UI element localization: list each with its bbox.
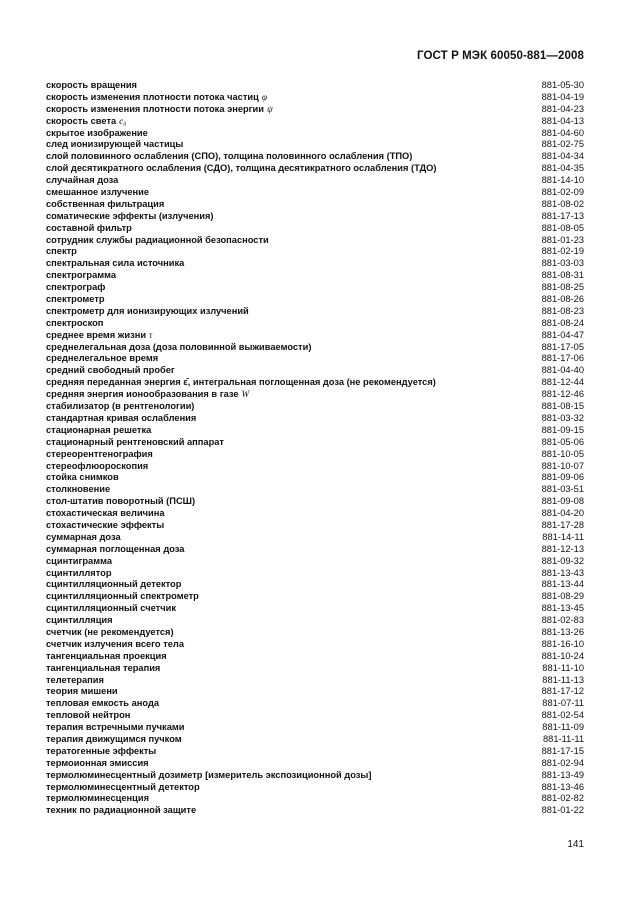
entry-term [46,294,105,306]
entry-code: 881-08-29 [541,591,584,602]
entry-code: 881-17-12 [541,686,584,697]
entry-code: 881-17-06 [541,353,584,364]
entry-code: 881-08-25 [541,282,584,293]
entry-term [46,270,116,282]
entry-code: 881-10-24 [541,650,584,661]
entry-term-text: скорость света [46,115,117,126]
entry-term [46,675,104,687]
entry-code: 881-01-23 [541,234,584,245]
entry-term-text: столкновение [46,484,111,495]
index-entry [46,92,584,104]
entry-term [46,520,164,532]
entry-term-text: скрытое изображение [46,127,148,138]
entry-term [46,175,118,187]
index-entry [46,651,584,663]
entry-code: 881-02-09 [541,187,584,198]
entry-term-text: тератогенные эффекты [46,745,157,756]
entry-code: 881-14-11 [542,531,584,542]
index-entry [46,758,584,770]
entry-code: 881-04-34 [541,151,584,162]
entry-term-text: скорость изменения плотности потока энергии [46,103,264,114]
entry-code: 881-11-13 [542,674,584,685]
index-entry [46,258,584,270]
entry-symbol: c₀ [119,116,127,127]
index-entry [46,449,584,461]
entry-code: 881-04-23 [541,103,584,114]
entry-term-text: стол-штатив поворотный (ПСШ) [46,496,196,507]
entry-code: 881-12-13 [541,543,584,554]
index-entry [46,151,584,163]
entry-term [46,710,130,722]
entry-term [46,401,194,413]
entry-code: 881-08-15 [541,401,584,412]
entry-term-text: спектрограф [46,282,106,293]
entry-term [46,746,156,758]
entry-term-text: составной фильтр [46,222,132,233]
index-entry [46,437,584,449]
entry-code: 881-03-32 [541,412,584,423]
entry-term [46,353,158,365]
entry-term [46,532,121,544]
entry-term [46,246,77,258]
entry-term [46,544,184,556]
entry-term-text: собственная фильтрация [46,198,165,209]
entry-term-text: спектральная сила источника [46,258,185,269]
entry-term-text: суммарная поглощенная доза [46,543,185,554]
entry-term [46,484,110,496]
entry-term-text: случайная доза [46,175,119,186]
entry-term-text: тепловая емкость анода [46,698,160,709]
index-entry [46,282,584,294]
entry-term-text: терапия движущимся пучком [46,733,182,744]
index-entry [46,805,584,817]
entry-term-text: стабилизатор (в рентгенологии) [46,401,195,412]
index-entry [46,770,584,782]
entry-term [46,579,181,591]
index-entry [46,793,584,805]
index-entry [46,389,584,401]
entry-term [46,556,112,568]
index-entry [46,722,584,734]
entry-term-text: тангенциальная проекция [46,650,167,661]
index-entry [46,508,584,520]
entry-term-text: стационарная решетка [46,424,152,435]
entry-term [46,80,137,92]
entry-code: 881-13-46 [541,781,584,792]
index-entry [46,270,584,282]
entry-term [46,461,148,473]
entry-term [46,199,164,211]
entry-symbol: ψ [267,104,273,115]
entry-term [46,187,149,199]
entry-code: 881-08-26 [541,294,584,305]
index-entry [46,342,584,354]
entry-code: 881-13-49 [541,769,584,780]
entry-code: 881-08-24 [541,317,584,328]
entry-term-text: терапия встречными пучками [46,722,185,733]
entry-term-text: сцинтиллятор [46,567,112,578]
entry-code: 881-13-44 [541,579,584,590]
entry-code: 881-11-10 [542,662,584,673]
entry-term-text: спектрометр для ионизирующих излучений [46,305,249,316]
index-entry [46,782,584,794]
entry-code: 881-10-07 [541,460,584,471]
entry-term [46,365,175,377]
index-entry [46,175,584,187]
entry-code: 881-08-02 [541,198,584,209]
entry-code: 881-09-15 [541,424,584,435]
entry-term [46,686,118,698]
entry-term-text: стационарный рентгеновский аппарат [46,436,224,447]
entry-code: 881-04-60 [541,127,584,138]
entry-code: 881-17-28 [541,519,584,530]
entry-term-text: стойка снимков [46,472,119,483]
entry-term-text: спектроскоп [46,317,104,328]
entry-symbol: W [241,390,250,401]
entry-code: 881-14-10 [541,175,584,186]
entry-term-text: спектрограмма [46,270,117,281]
entry-term-text: суммарная доза [46,531,121,542]
entry-code: 881-13-45 [541,603,584,614]
index-entry [46,104,584,116]
entry-code: 881-02-83 [541,615,584,626]
entry-term [46,508,165,520]
entry-term [46,425,151,437]
entry-term [46,782,200,794]
entry-code: 881-17-13 [541,210,584,221]
entry-term [46,793,149,805]
entry-term-text: термолюминесцентный дозиметр [измеритель экспозиционной дозы] [46,769,372,780]
entry-term [46,151,412,163]
index-entry [46,710,584,722]
index-entry [46,461,584,473]
entry-term-text: стереорентгенография [46,448,153,459]
entry-term [46,568,112,580]
entry-code: 881-17-15 [541,745,584,756]
entry-term [46,698,159,710]
index-entry [46,163,584,175]
index-entry [46,116,584,128]
entry-code: 881-04-19 [541,91,584,102]
entry-term [46,805,196,817]
entry-code: 881-04-35 [541,163,584,174]
index-entry [46,223,584,235]
entry-code: 881-04-47 [541,329,584,340]
entry-code: 881-05-06 [541,436,584,447]
entry-term-text: спектр [46,246,77,257]
index-entry [46,686,584,698]
index-entry [46,306,584,318]
entry-term-text: термолюминесценция [46,793,149,804]
entry-code: 881-04-13 [541,115,584,126]
index-entry [46,496,584,508]
index-entry [46,579,584,591]
entry-code: 881-13-43 [541,567,584,578]
entry-term [46,734,182,746]
entry-code: 881-07-11 [542,698,584,709]
entry-term [46,413,196,425]
index-entry [46,544,584,556]
entry-term [46,139,183,151]
entry-term [46,651,167,663]
index-entry [46,746,584,758]
entry-term [46,163,437,175]
entry-term [46,258,184,270]
entry-term [46,223,132,235]
entry-code: 881-10-05 [541,448,584,459]
entry-term [46,211,214,223]
entry-symbol: τ [149,330,153,341]
entry-code: 881-04-20 [541,508,584,519]
entry-term [46,615,113,627]
entry-term-text: тангенциальная терапия [46,662,161,673]
entry-code: 881-02-94 [541,757,584,768]
entry-term-text: техник по радиационной защите [46,805,197,816]
entry-code: 881-02-19 [541,246,584,257]
entry-term [46,377,436,389]
entry-term-text: слой половинного ослабления (СПО), толщина половинного ослабления (ТПО) [46,151,413,162]
entry-term-text: сцинтилляционный счетчик [46,603,176,614]
index-entry [46,698,584,710]
entry-term [46,770,371,782]
entry-term-text: скорость вращения [46,80,137,90]
entry-term-text: соматические эффекты (излучения) [46,210,214,221]
entry-term [46,235,269,247]
entry-term [46,128,148,140]
index-entry [46,187,584,199]
index-entry [46,246,584,258]
entry-term [46,603,176,615]
entry-term [46,342,311,354]
entry-term-text: теория мишени [46,686,118,697]
entry-term-text: термоионная эмиссия [46,757,149,768]
entry-term-text: среднелегальное время [46,353,159,364]
entry-code: 881-09-06 [541,472,584,483]
entry-term-text: среднее время жизни [46,329,147,340]
entry-term [46,282,105,294]
index-entry [46,425,584,437]
page-number: 141 [567,839,584,850]
entry-term [46,591,199,603]
entry-code: 881-09-08 [541,496,584,507]
entry-code: 881-08-23 [541,305,584,316]
entry-term-text: стохастические эффекты [46,519,165,530]
entry-code: 881-11-09 [542,722,584,733]
index-entry [46,353,584,365]
entry-code: 881-02-82 [541,793,584,804]
entry-term-text: средний свободный пробег [46,365,175,376]
entry-term-text: смешанное излучение [46,187,150,198]
index-entry [46,377,584,389]
entry-term-text: средняя переданная энергия ε̄, интегральная поглощенная доза (не рекомендуется) [46,377,436,388]
index-entry [46,484,584,496]
entry-term [46,318,103,330]
index-list [46,80,584,817]
entry-code: 881-05-30 [541,80,584,90]
index-entry [46,639,584,651]
index-entry [46,520,584,532]
entry-term [46,449,153,461]
entry-code: 881-09-32 [541,555,584,566]
entry-code: 881-03-03 [541,258,584,269]
entry-term-text: скорость изменения плотности потока частиц [46,91,259,102]
entry-code: 881-11-11 [542,733,584,744]
entry-term-text: спектрометр [46,294,105,305]
index-entry [46,401,584,413]
entry-code: 881-12-46 [541,389,584,400]
entry-term-text: термолюминесцентный детектор [46,781,200,792]
entry-term-text: тепловой нейтрон [46,710,131,721]
index-entry [46,80,584,92]
entry-code: 881-02-75 [541,139,584,150]
index-entry [46,663,584,675]
entry-code: 881-17-05 [541,341,584,352]
index-entry [46,472,584,484]
index-entry [46,627,584,639]
index-entry [46,734,584,746]
entry-term-text: стереофлюороскопия [46,460,149,471]
entry-term [46,306,249,318]
entry-term-text: след ионизирующей частицы [46,139,184,150]
entry-code: 881-01-22 [541,805,584,816]
index-entry [46,139,584,151]
entry-term-text: сотрудник службы радиационной безопасности [46,234,269,245]
entry-code: 881-02-54 [541,710,584,721]
index-entry [46,532,584,544]
index-entry [46,568,584,580]
index-entry [46,675,584,687]
entry-code: 881-08-05 [541,222,584,233]
entry-term [46,496,195,508]
entry-term [46,639,184,651]
entry-term-text: средняя энергия ионообразования в газе [46,389,239,400]
entry-term-text: сцинтилляционный детектор [46,579,182,590]
index-entry [46,294,584,306]
entry-term [46,437,224,449]
entry-code: 881-04-40 [541,365,584,376]
entry-term [46,722,184,734]
index-entry [46,318,584,330]
index-entry [46,235,584,247]
entry-term-text: стохастическая величина [46,508,165,519]
entry-term [46,472,119,484]
entry-term-text: слой десятикратного ослабления (СДО), толщина десятикратного ослабления (ТДО) [46,163,437,174]
entry-term-text: сцинтилляционный спектрометр [46,591,199,602]
index-entry [46,128,584,140]
entry-code: 881-13-26 [541,626,584,637]
entry-term-text: сцинтиграмма [46,555,113,566]
entry-term [46,627,174,639]
index-entry [46,413,584,425]
entry-term-text: телетерапия [46,674,104,685]
entry-term-text: среднелегальная доза (доза половинной выживаемости) [46,341,312,352]
index-entry [46,591,584,603]
entry-term-text: стандартная кривая ослабления [46,412,197,423]
entry-code: 881-08-31 [541,270,584,281]
index-entry [46,615,584,627]
entry-term [46,663,160,675]
index-entry [46,556,584,568]
index-entry [46,211,584,223]
index-entry [46,199,584,211]
entry-code: 881-12-44 [541,377,584,388]
entry-term [46,758,149,770]
entry-term-text: счетчик (не рекомендуется) [46,626,174,637]
document-header: ГОСТ Р МЭК 60050-881—2008 [417,50,584,62]
entry-term-text: сцинтилляция [46,615,113,626]
entry-symbol: φ [261,92,267,103]
entry-term-text: счетчик излучения всего тела [46,638,184,649]
index-entry [46,330,584,342]
entry-code: 881-16-10 [541,638,584,649]
entry-code: 881-03-51 [541,484,584,495]
index-entry [46,603,584,615]
index-entry [46,365,584,377]
